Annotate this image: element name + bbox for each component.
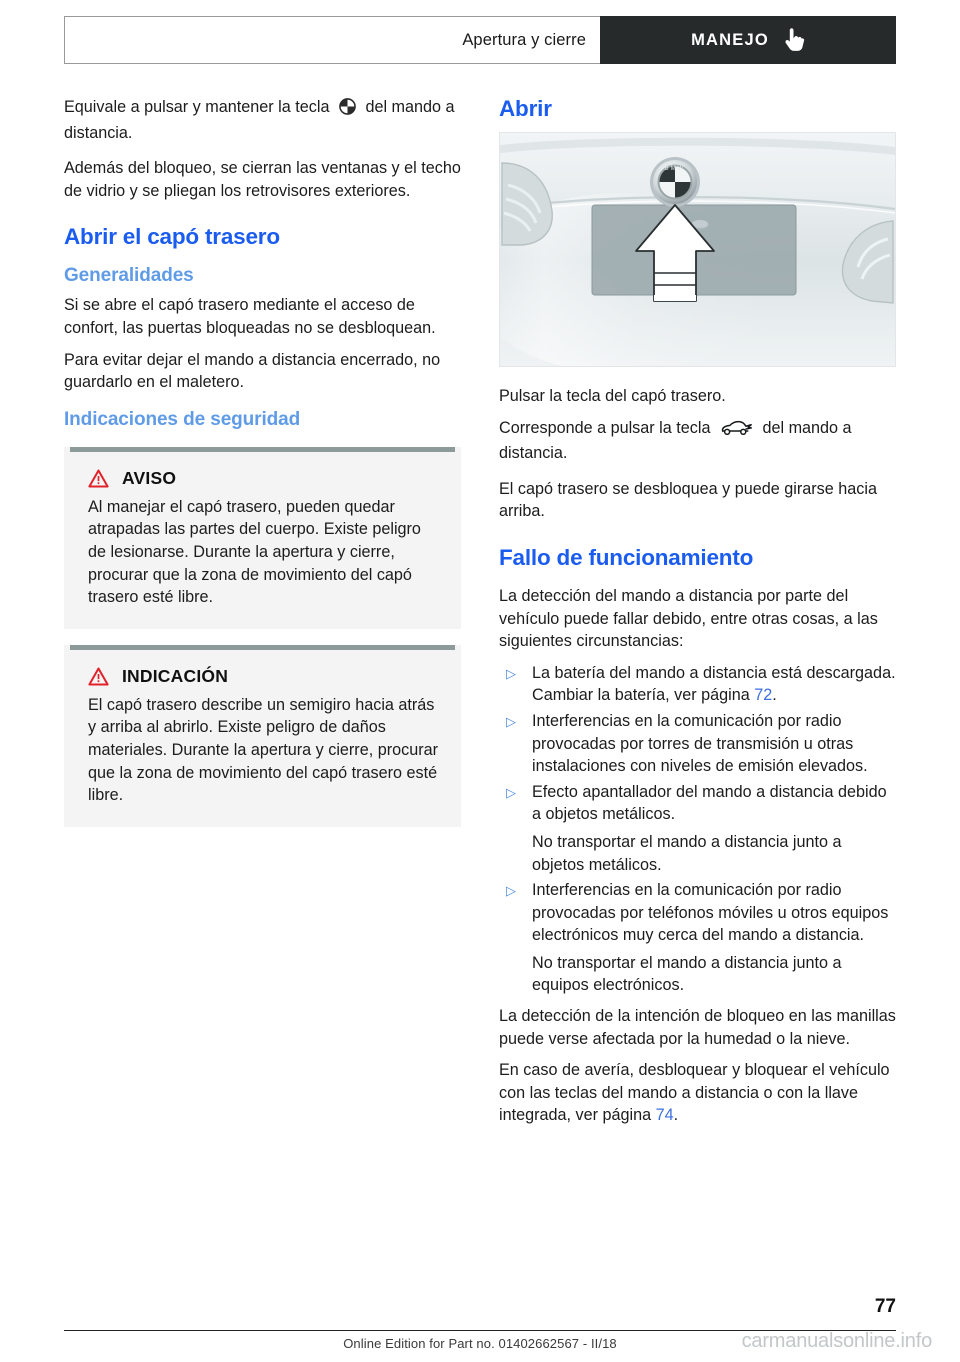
watermark: carmanualsonline.info [741, 1330, 932, 1352]
paragraph-equivale [64, 96, 461, 144]
paragraph-corresponde-text: Corresponde a pulsar la tecla [499, 418, 711, 437]
svg-text:BMW: BMW [664, 166, 686, 172]
failure-cause-list [499, 662, 896, 997]
paragraph-desbloquea: El capó trasero se desbloquea y puede girarse hacia arriba. [499, 479, 877, 521]
footer-edition-line: Online Edition for Part no. 01402662567 - II/18 [343, 1336, 617, 1351]
list-item [499, 879, 896, 997]
section-tab [600, 16, 896, 64]
paragraph-pulsar-tecla: Pulsar la tecla del capó trasero. [499, 387, 726, 405]
paragraph-equivale-text: Equivale a pulsar y mantener la tecla [64, 98, 330, 116]
figure-trunk-lid [499, 132, 896, 367]
heading-abrir: Abrir [499, 96, 552, 121]
bullet-triangle-icon: ▷ [506, 784, 516, 800]
list-item [499, 662, 896, 707]
subheading-indicaciones-seguridad: Indicaciones de seguridad [64, 408, 301, 430]
paragraph-ademas: Además del bloqueo, se cierran las ventanas y el techo de vidrio y se pliegan los retrovisores exteriores. [64, 159, 461, 200]
list-item-subtext: No transportar el mando a distancia junto a equipos electrónicos. [532, 953, 842, 995]
breadcrumb-chapter [64, 16, 600, 64]
car-trunk-open-icon [720, 420, 753, 443]
content-columns [64, 96, 896, 1136]
section-tab-label: MANEJO [691, 30, 769, 49]
pointing-hand-icon [783, 27, 805, 53]
page-reference[interactable]: 74 [655, 1106, 674, 1125]
notice-body-aviso: Al manejar el capó trasero, pueden quedar atrapadas las partes del cuerpo. Existe peligro de lesionarse. Durante la apertura y cierre, procurar que la zona de movimiento del capó trasero esté libre. [88, 497, 421, 607]
paragraph-maletero: Para evitar dejar el mando a distancia encerrado, no guardarlo en el maletero. [64, 350, 441, 392]
paragraph-equivale-text-cont: del mando a distancia. [64, 98, 455, 142]
list-item-subtext: No transportar el mando a distancia junto a objetos metálicos. [532, 832, 842, 874]
list-item [499, 710, 896, 778]
central-lock-button-icon [339, 98, 356, 122]
list-item [499, 781, 896, 876]
page-number: 77 [874, 1296, 896, 1317]
paragraph-averia-text: En caso de avería, desbloquear y bloquear el vehículo con las teclas del mando a distancia o con la llave integrada, ver página [499, 1061, 890, 1125]
list-item-text-after: . [772, 686, 777, 705]
heading-fallo-funcionamiento: Fallo de funcionamiento [499, 544, 754, 570]
paragraph-acceso-confort: Si se abre el capó trasero mediante el acceso de confort, las puertas bloqueadas no se desbloquean. [64, 296, 436, 337]
paragraph-corresponde-text-cont: del mando a distancia. [499, 418, 852, 463]
notice-box-aviso [64, 447, 461, 629]
notice-title-aviso: AVISO [122, 467, 177, 488]
list-item-text [532, 662, 896, 707]
page-reference[interactable]: 72 [754, 686, 773, 705]
notice-box-indicacion [64, 645, 461, 827]
page-header [64, 16, 896, 64]
list-item-text: Interferencias en la comunicación por radio provocadas por torres de transmisión u otras instalaciones con niveles de emisión elevados. [532, 711, 868, 776]
paragraph-deteccion-intro: La detección del mando a distancia por parte del vehículo puede fallar debido, entre otras cosas, a las siguientes circunstancias: [499, 586, 878, 651]
paragraph-averia-text-after: . [673, 1106, 679, 1125]
right-column [499, 96, 896, 1136]
subheading-generalidades: Generalidades [64, 265, 194, 287]
bullet-triangle-icon: ▷ [506, 713, 516, 729]
bullet-triangle-icon: ▷ [506, 883, 516, 899]
breadcrumb-chapter-label: Apertura y cierre [462, 30, 586, 49]
left-column [64, 96, 461, 1136]
warning-triangle-icon [88, 667, 109, 686]
paragraph-averia [499, 1059, 896, 1127]
paragraph-intencion-bloqueo: La detección de la intención de bloqueo en las manillas puede verse afectada por la humedad o la nieve. [499, 1007, 896, 1048]
paragraph-corresponde [499, 417, 896, 465]
list-item-text: Interferencias en la comunicación por radio provocadas por teléfonos móviles u otros equipos electrónicos muy cerca del mando a distancia. [532, 881, 889, 945]
list-item-text-before: La batería del mando a distancia está descargada. Cambiar la batería, ver página [532, 663, 896, 705]
list-item-text: Efecto apantallador del mando a distancia debido a objetos metálicos. [532, 782, 887, 824]
notice-title-indicacion: INDICACIÓN [122, 665, 229, 686]
notice-body-indicacion: El capó trasero describe un semigiro hacia atrás y arriba al abrirlo. Existe peligro de daños materiales. Durante la apertura y cierre, procurar que la zona de movimiento del capó trasero esté libre. [88, 695, 438, 805]
heading-abrir-capo-trasero: Abrir el capó trasero [64, 224, 280, 250]
bullet-triangle-icon: ▷ [506, 665, 516, 681]
warning-triangle-icon [88, 469, 109, 488]
